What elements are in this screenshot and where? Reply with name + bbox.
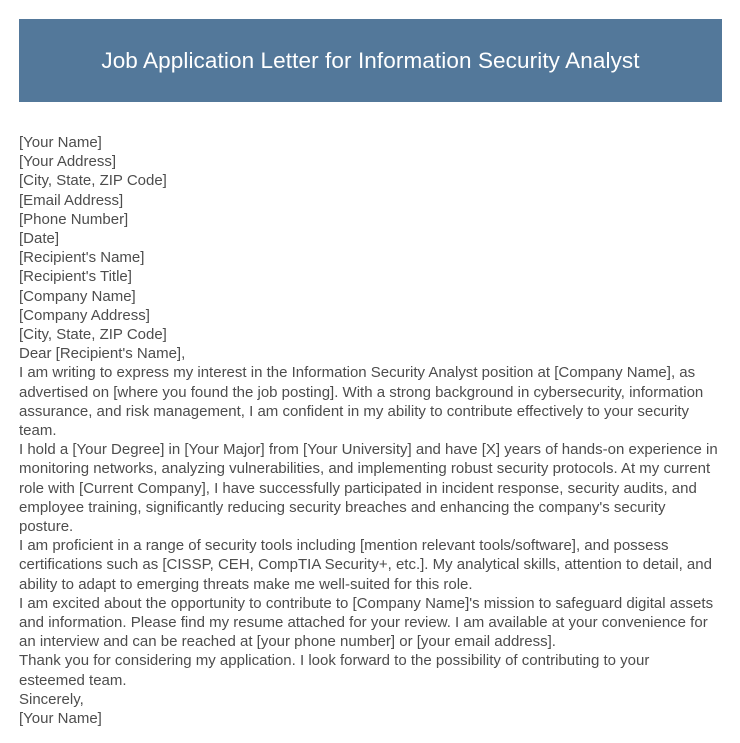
sender-line-address: [Your Address] <box>19 153 117 171</box>
closing-salutation: Sincerely, <box>19 690 84 708</box>
sender-line-phone: [Phone Number] <box>19 210 129 228</box>
page-title: Job Application Letter for Information Security Analyst <box>101 48 640 73</box>
sender-line-city: [City, State, ZIP Code] <box>19 172 167 190</box>
recipient-line-company-address: [Company Address] <box>19 306 150 324</box>
signature-name: [Your Name] <box>19 710 102 728</box>
recipient-address-block <box>19 248 719 344</box>
sender-address-block <box>19 133 719 248</box>
salutation: Dear [Recipient's Name], <box>19 345 186 363</box>
document-header-banner <box>19 19 722 102</box>
recipient-line-company: [Company Name] <box>19 287 136 305</box>
sender-line-name: [Your Name] <box>19 134 102 151</box>
letter-paragraph-1: I am writing to express my interest in the Information Security Analyst position at [Company Name], as advertised on [where you found the job posting]. With a strong background in cybersecurity, information assurance, and risk management, I am confident in my ability to contribute effectively to your security team. <box>19 364 704 440</box>
letter-paragraph-5: Thank you for considering my application. I look forward to the possibility of contributing to your esteemed team. <box>19 652 650 689</box>
recipient-line-city: [City, State, ZIP Code] <box>19 326 167 344</box>
sender-line-date: [Date] <box>19 230 60 248</box>
recipient-line-title: [Recipient's Title] <box>19 268 132 286</box>
letter-content <box>19 133 719 728</box>
sender-line-email: [Email Address] <box>19 191 124 209</box>
letter-paragraph-4: I am excited about the opportunity to contribute to [Company Name]'s mission to safeguard digital assets and information. Please find my resume attached for your review. I am available at your convenience for an interview and can be reached at [your phone number] or [your email address]. <box>19 594 714 651</box>
letter-paragraph-3: I am proficient in a range of security tools including [mention relevant tools/software], and possess certifications such as [CISSP, CEH, CompTIA Security+, etc.]. My analytical skills, attention to detail, and ability to adapt to emerging threats make me well-suited for this role. <box>19 537 712 593</box>
recipient-line-name: [Recipient's Name] <box>19 249 145 267</box>
letter-paragraph-2: I hold a [Your Degree] in [Your Major] from [Your University] and have [X] years of hands-on experience in monitoring networks, analyzing vulnerabilities, and implementing robust security protocols. At my current role with [Current Company], I have successfully participated in incident response, security audits, and employee training, significantly reducing security breaches and enhancing the company's security posture. <box>19 441 718 536</box>
